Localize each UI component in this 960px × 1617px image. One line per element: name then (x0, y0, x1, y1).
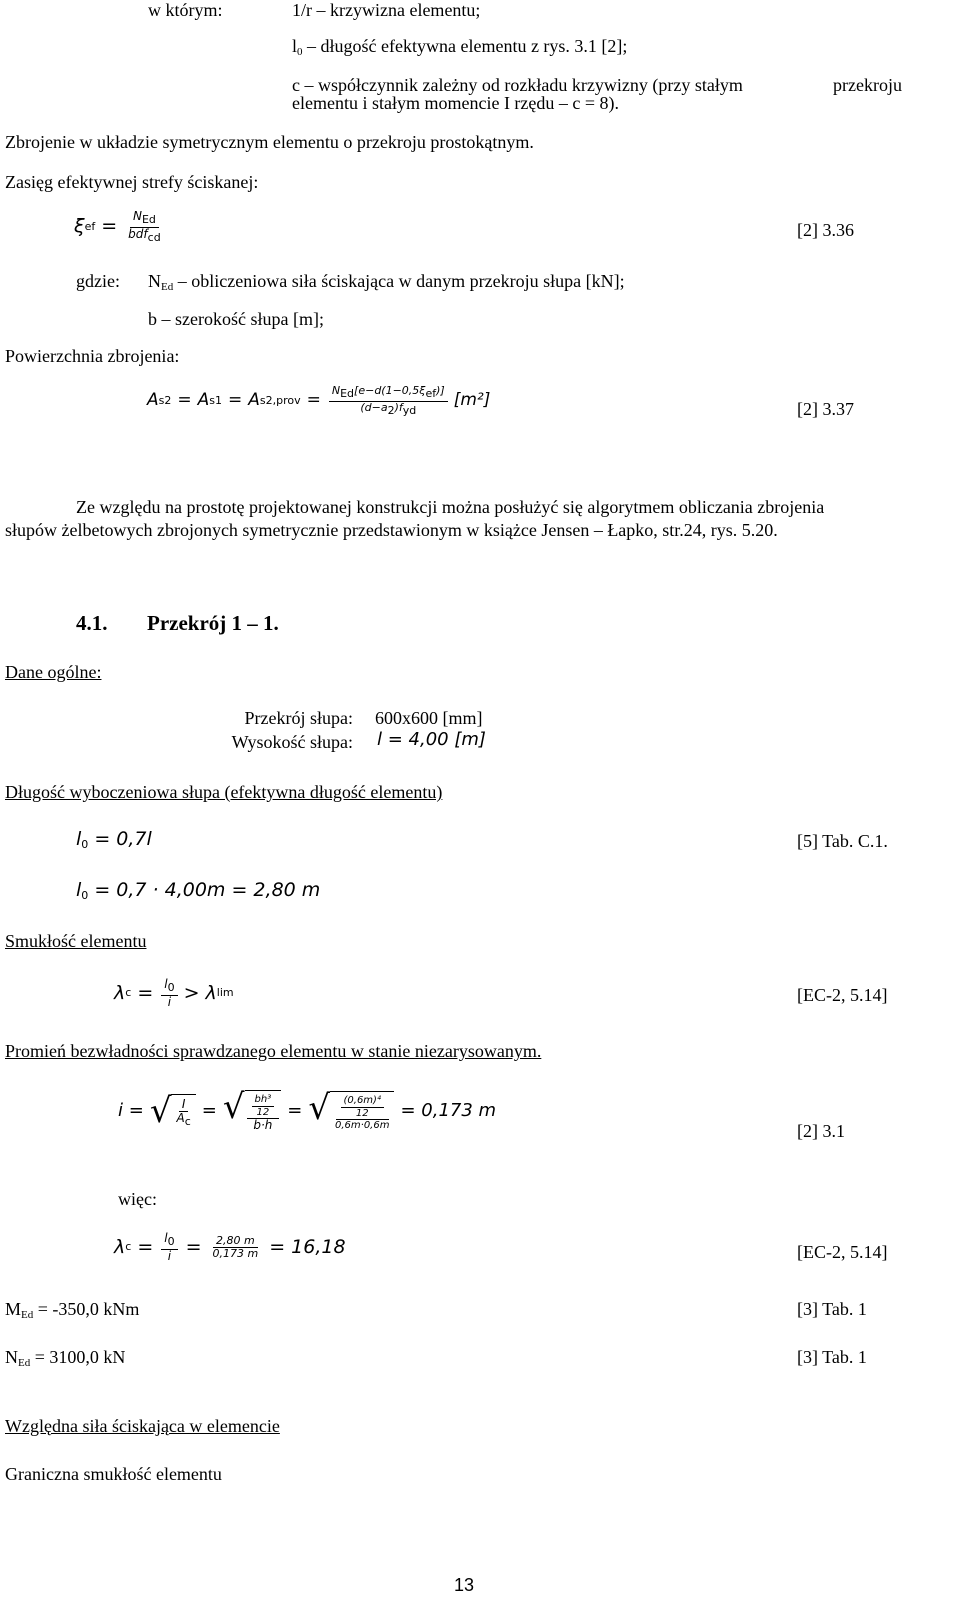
l0-eq1-rhs: = 0,7l (94, 828, 152, 850)
equation-l0-value (76, 880, 320, 903)
ref-lambda: [EC-2, 5.14] (797, 985, 888, 1005)
as-den-b-sub: yd (402, 403, 417, 417)
def-r: 1/r – krzywizna elementu; (292, 0, 481, 20)
l0-eq2-sub: 0 (81, 889, 89, 902)
lambda-rel-sub: lim (216, 986, 234, 1000)
lambda-fraction (161, 978, 177, 1009)
asprov-symbol: A (248, 390, 260, 411)
def-c-line1: c – współczynnik zależny od rozkładu krzywizny (przy stałym (292, 75, 743, 95)
as-num-n-sub: Ed (340, 387, 355, 400)
equation-as: A s2 = A s1 = A s2,prov = $\frac{N_{Ed}[e-d(1-0,5\xi_{ef})]}{(d-a_2)f_{yd}}$ [m²] (147, 384, 491, 417)
xi-subscript: ef (84, 219, 96, 233)
lambda2-f1 (161, 1232, 177, 1263)
ref-xi: [2] 3.36 (797, 220, 854, 240)
lambda2-f1-num-sub: 0 (167, 1235, 175, 1248)
as-den-a: (d−a (360, 400, 388, 414)
wktorym-label: w którym: (148, 0, 223, 20)
as-den-a-sub: 2 (387, 403, 395, 417)
lambda-num-sub: 0 (167, 981, 175, 994)
xi-den: bdf (128, 226, 148, 241)
equation-lambda-value: λ c = $\frac{l_0}{i}$ = $\frac{2,80 m}{0,173 m}$ = 16,18 (114, 1231, 346, 1263)
l0-symbol: l (292, 36, 298, 56)
gdzie-label: gdzie: (76, 271, 120, 291)
as-num-rest: [e−d(1−0,5ξ (354, 384, 426, 397)
l0-eq1-symbol: l (76, 828, 82, 850)
med-subscript: Ed (21, 1309, 34, 1321)
dane-ogolne-label: Dane ogólne: (5, 662, 102, 682)
radius-f2-num-den: 12 (256, 1106, 270, 1118)
med-symbol: M (5, 1299, 22, 1319)
paragraph-line1: Ze względu na prostotę projektowanej konstrukcji można posłużyć się algorytmem obliczania zbrojenia (76, 497, 825, 517)
as1-symbol: A (197, 390, 210, 411)
lambda2-f2-num: 2,80 m (213, 1235, 258, 1249)
promien-heading: Promień bezwładności sprawdzanego elementu w stanie niezarysowanym. (5, 1041, 542, 1061)
przekroj-label: Przekrój słupa: (244, 708, 353, 728)
lambda-sub: c (125, 986, 132, 1000)
equation-lambda: λ c = $\frac{l_0}{i}$ > λ lim (114, 977, 234, 1009)
as-fraction (329, 385, 448, 417)
ref-l0: [5] Tab. C.1. (797, 831, 888, 851)
equation-l0 (76, 829, 152, 852)
lambda-rel: > λ (183, 981, 217, 1004)
as-den-b: )f (394, 400, 403, 414)
radius-f3-num-den: 12 (355, 1107, 369, 1119)
xi-symbol: ξ (74, 215, 85, 238)
lambda2-f1-den: i (167, 1248, 172, 1263)
def-c-line2: elementu i stałym momencie I rzędu – c = 8). (292, 93, 620, 113)
radius-f2-den: b·h (253, 1118, 273, 1132)
l0-subscript: 0 (297, 46, 303, 58)
as2-sub: s2 (158, 393, 172, 407)
radius-lhs: i = (118, 1100, 144, 1122)
lambda-den: i (167, 994, 172, 1009)
xi-num-sub: Ed (141, 213, 156, 226)
as-unit: [m²] (453, 390, 491, 411)
radius-result: = 0,173 m (400, 1100, 497, 1122)
lambda-num: l (164, 977, 168, 991)
l0-eq2-symbol: l (76, 879, 82, 901)
as-num-rest-sub: ef (425, 387, 437, 400)
ned-def-text: obliczeniowa siła ściskająca w danym przekroju słupa [kN]; (191, 271, 625, 291)
dlugosc-heading: Długość wyboczeniowa słupa (efektywna długość elementu) (5, 782, 443, 802)
lambda-symbol: λ (114, 981, 126, 1004)
lambda2-f2-den: 0,173 m (212, 1247, 259, 1261)
b-definition: b – szerokość słupa [m]; (148, 309, 324, 329)
xi-fraction (125, 210, 164, 244)
ned-symbol: N (5, 1347, 18, 1367)
smuklosc-heading: Smukłość elementu (5, 931, 147, 951)
radius-f3-den: 0,6m·0,6m (335, 1120, 390, 1132)
lambda2-f1-num: l (164, 1231, 168, 1245)
radius-sqrt1: √ $\frac{I}{A_c}$ (150, 1094, 196, 1129)
section-number: 4.1. (76, 611, 108, 635)
lambda2-symbol: λ (114, 1235, 126, 1258)
asprov-sub: s2,prov (259, 393, 301, 407)
as-num-end: )] (436, 384, 445, 397)
ref-ned: [3] Tab. 1 (797, 1347, 867, 1367)
ned-value: = 3100,0 kN (34, 1347, 126, 1367)
as-num-n: N (331, 384, 341, 397)
powierzchnia-label: Powierzchnia zbrojenia: (5, 346, 180, 366)
zbrojenie-heading: Zbrojenie w układzie symetrycznym elementu o przekroju prostokątnym. (5, 132, 534, 152)
wiec-label: więc: (118, 1189, 157, 1209)
med-line (5, 1299, 139, 1322)
equation-xi-ef: ξ ef = $\frac{N_{Ed}}{bdf_{cd}}$ (74, 210, 166, 244)
zasieg-label: Zasięg efektywnej strefy ściskanej: (5, 172, 259, 192)
radius-sqrt3: √ $\frac{\frac{\text{(0,6m)⁴}}{12}}{0,6m\cdot 0,6m}$ (308, 1091, 394, 1132)
radius-f2-num: bh³ (252, 1094, 275, 1107)
radius-f1-num: I (179, 1098, 189, 1113)
wysokosc-label: Wysokość słupa: (231, 732, 353, 752)
lambda2-result: = 16,18 (269, 1235, 346, 1258)
przekroj-value: 600x600 [mm] (375, 708, 483, 728)
med-value: = -350,0 kNm (37, 1299, 140, 1319)
wzgledna-heading: Względna siła ściskająca w elemencie (5, 1416, 280, 1436)
l0-eq2-rhs: = 0,7 · 4,00m = 2,80 m (94, 879, 321, 901)
radius-f3-num: (0,6m)⁴ (341, 1095, 384, 1108)
l0-text: – długość efektywna elementu z rys. 3.1 [2]; (307, 36, 628, 56)
ned-line (5, 1347, 125, 1370)
graniczna-heading: Graniczna smukłość elementu (5, 1464, 222, 1484)
lambda2-sub: c (125, 1240, 132, 1254)
lambda2-f2 (210, 1235, 262, 1261)
def-l0 (292, 36, 627, 59)
wysokosc-value: l = 4,00 [m] (377, 729, 486, 750)
as1-sub: s1 (209, 393, 222, 407)
xi-num: N (132, 209, 142, 223)
ned-def-subscript: Ed (161, 281, 174, 293)
ref-radius: [2] 3.1 (797, 1121, 845, 1141)
ned-def-symbol: N (148, 271, 161, 291)
page-number: 13 (454, 1575, 475, 1595)
as2-symbol: A (147, 390, 159, 411)
radius-sqrt2: √ $\frac{\frac{\text{bh³}}{12}}{b\cdot h}$ (223, 1090, 281, 1133)
ref-med: [3] Tab. 1 (797, 1299, 867, 1319)
ref-as: [2] 3.37 (797, 399, 854, 419)
ned-subscript: Ed (18, 1357, 31, 1369)
ned-definition: $N_{Ed}$ – obliczeniowa siła ściskająca w danym przekroju słupa [kN]; (148, 271, 625, 293)
def-c-right: przekroju (833, 75, 902, 95)
xi-den-sub: cd (147, 230, 161, 244)
radius-f1-den: A (176, 1111, 185, 1126)
l0-eq1-sub: 0 (81, 838, 89, 851)
paragraph-line2: słupów żelbetowych zbrojonych symetrycznie przedstawionym w książce Jensen – Łapko, str.24, rys. 5.20. (5, 520, 778, 540)
section-title: Przekrój 1 – 1. (147, 611, 279, 635)
radius-f1-den-sub: c (184, 1115, 191, 1129)
ref-lambda2: [EC-2, 5.14] (797, 1242, 888, 1262)
equation-radius: i = √ $\frac{I}{A_c}$ = √ $\frac{\frac{\text{bh³}}{12}}{b\cdot h}$ = √ $\frac{\frac{\text{(0,6m)⁴}}{12}}{0,6m\cdot 0,6m}$ = 0,173 m (118, 1087, 497, 1132)
